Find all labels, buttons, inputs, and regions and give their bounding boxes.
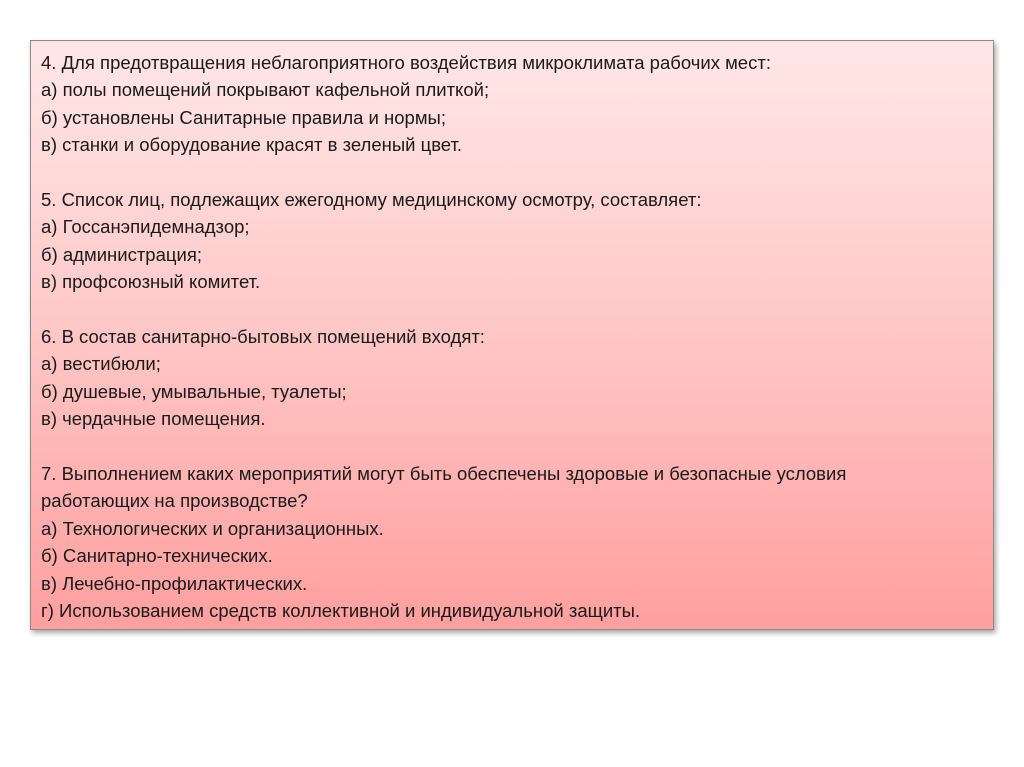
question-5	[41, 186, 983, 296]
question-4-prompt: 4. Для предотвращения неблагоприятного воздействия микроклимата рабочих мест:	[41, 52, 771, 73]
question-7-option-d: г) Использованием средств коллективной и индивидуальной защиты.	[41, 600, 641, 622]
question-4-option-a: а) полы помещений покрывают кафельной плиткой;	[41, 79, 490, 101]
question-4-option-c: в) станки и оборудование красят в зеленый цвет.	[41, 134, 463, 156]
question-5-option-c: в) профсоюзный комитет.	[41, 271, 261, 293]
question-6-option-a: а) вестибюли;	[41, 353, 161, 375]
question-7-prompt-line-1: 7. Выполнением каких мероприятий могут быть обеспечены здоровые и безопасные условия	[41, 463, 847, 485]
question-5-option-a: а) Госсанэпидемнадзор;	[41, 216, 250, 238]
question-7-option-b: б) Санитарно-технических.	[41, 545, 273, 567]
question-4-option-b: б) установлены Санитарные правила и нормы;	[41, 106, 446, 128]
question-7-option-a: а) Технологических и организационных.	[41, 517, 384, 539]
questions-text-box	[30, 40, 994, 630]
question-7-option-c: в) Лечебно-профилактических.	[41, 572, 308, 594]
question-7	[41, 460, 983, 624]
question-6-option-c: в) чердачные помещения.	[41, 408, 266, 430]
question-5-prompt: 5. Список лиц, подлежащих ежегодному медицинскому осмотру, составляет:	[41, 189, 702, 211]
question-6	[41, 323, 983, 433]
question-7-prompt-line-2: работающих на производстве?	[41, 490, 308, 512]
question-6-prompt: 6. В состав санитарно-бытовых помещений входят:	[41, 326, 485, 348]
question-5-option-b: б) администрация;	[41, 243, 202, 265]
question-4	[41, 49, 983, 159]
question-6-option-b: б) душевые, умывальные, туалеты;	[41, 380, 347, 402]
